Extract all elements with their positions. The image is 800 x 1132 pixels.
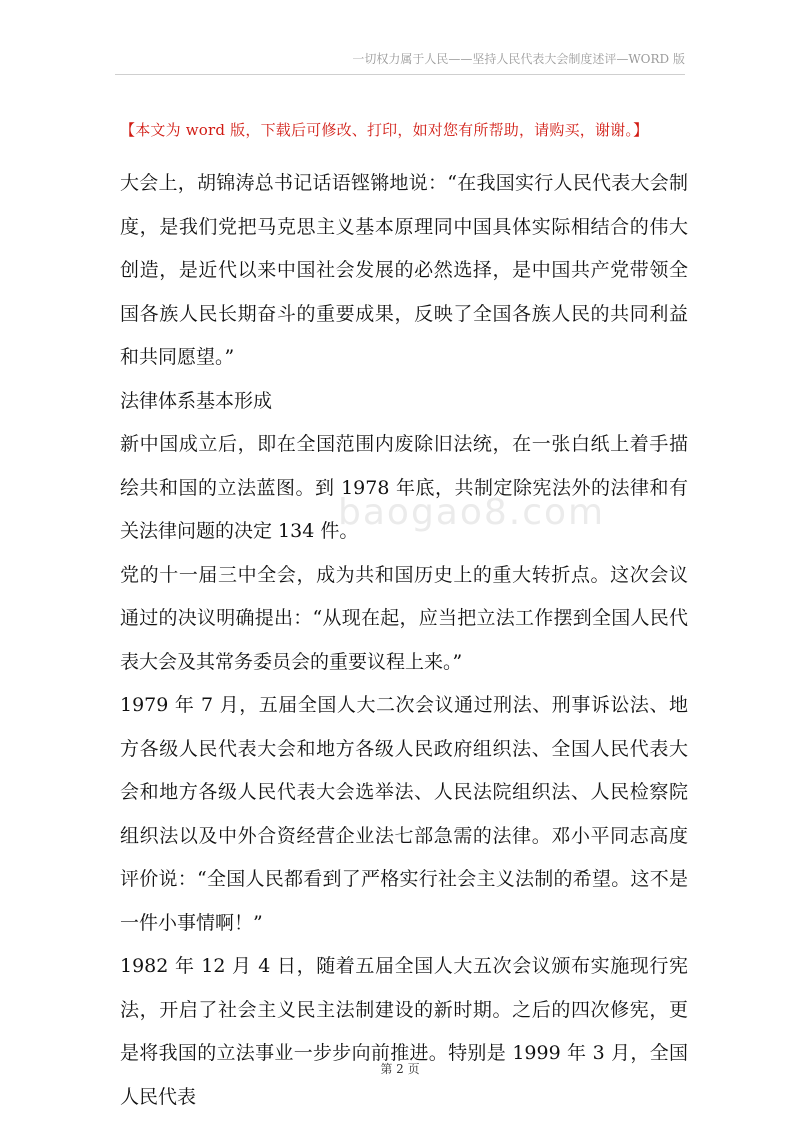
paragraph: 大会上，胡锦涛总书记话语铿锵地说：“在我国实行人民代表大会制度，是我们党把马克思主义基本原理同中国具体实际相结合的伟大创造，是近代以来中国社会发展的必然选择，是中国共产党带领全国各族人民长期奋斗的重要成果，反映了全国各族人民的共同利益和共同愿望。” [120, 172, 688, 368]
paragraph: 党的十一届三中全会，成为共和国历史上的重大转折点。这次会议通过的决议明确提出：“从现在起，应当把立法工作摆到全国人民代表大会及其常务委员会的重要议程上来。” [120, 563, 688, 673]
page-number: 第 2 页 [380, 1062, 420, 1076]
watermark: baogao8.com [338, 492, 606, 533]
purchase-notice: 【本文为 word 版，下载后可修改、打印，如对您有所帮助，请购买，谢谢。】 [120, 121, 649, 139]
document-body [120, 162, 688, 1119]
document-header: 一切权力属于人民——坚持人民代表大会制度述评—WORD 版 [352, 52, 685, 66]
header-divider [115, 74, 685, 75]
section-heading: 法律体系基本形成 [120, 389, 273, 412]
paragraph: 1982 年 12 月 4 日，随着五届全国人大五次会议颁布实施现行宪法，开启了社会主义民主法制建设的新时期。之后的四次修宪，更是将我国的立法事业一步步向前推进。特别是 1999 年 3 月，全国人民代表 [120, 955, 688, 1108]
paragraph: 1979 年 7 月，五届全国人大二次会议通过刑法、刑事诉讼法、地方各级人民代表大会和地方各级人民政府组织法、全国人民代表大会和地方各级人民代表大会选举法、人民法院组织法、人民检察院组织法以及中外合资经营企业法七部急需的法律。邓小平同志高度评价说：“全国人民都看到了严格实行社会主义法制的希望。这不是一件小事情啊！” [120, 694, 688, 934]
paragraph: 新中国成立后，即在全国范围内废除旧法统，在一张白纸上着手描绘共和国的立法蓝图。到 1978 年底，共制定除宪法外的法律和有关法律问题的决定 134 件。 [120, 433, 688, 542]
